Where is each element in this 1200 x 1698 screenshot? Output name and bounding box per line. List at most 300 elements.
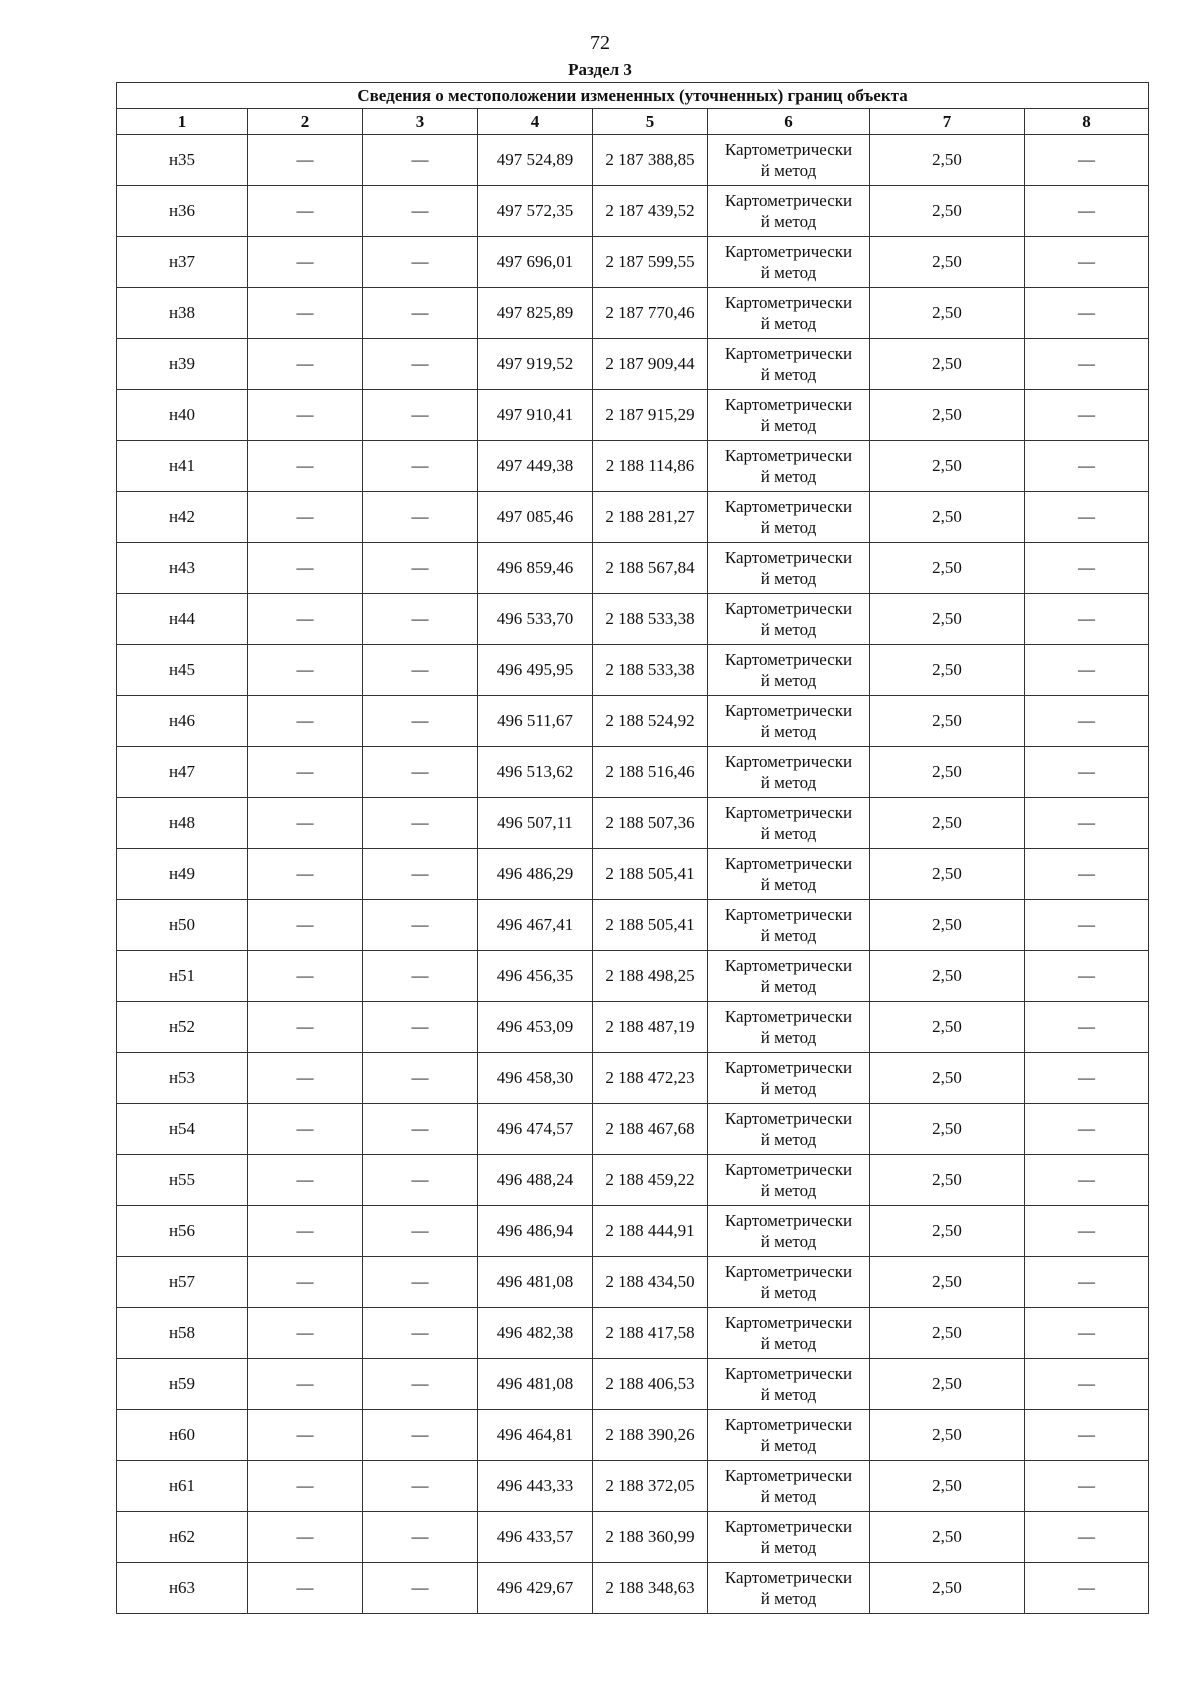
empty-value-cell: — (1025, 288, 1149, 339)
y-coordinate-cell: 2 188 487,19 (593, 1002, 708, 1053)
method-line: Картометрически (724, 1568, 853, 1587)
y-coordinate-cell: 2 188 114,86 (593, 441, 708, 492)
empty-value-cell: — (1025, 186, 1149, 237)
y-coordinate-cell: 2 187 388,85 (593, 135, 708, 186)
y-coordinate-cell: 2 188 417,58 (593, 1308, 708, 1359)
method-line: Картометрически (724, 1058, 853, 1077)
point-name-cell: н37 (117, 237, 248, 288)
y-coordinate-cell: 2 188 281,27 (593, 492, 708, 543)
x-coordinate-cell: 497 696,01 (478, 237, 593, 288)
table-row (117, 747, 1149, 798)
empty-value-cell: — (1025, 1104, 1149, 1155)
accuracy-cell: 2,50 (870, 900, 1025, 951)
method-cell (708, 951, 870, 1002)
table-row (117, 390, 1149, 441)
method-line: Картометрически (724, 548, 853, 567)
empty-value-cell: — (248, 1308, 363, 1359)
empty-value-cell: — (1025, 390, 1149, 441)
empty-value-cell: — (363, 1308, 478, 1359)
method-cell (708, 1206, 870, 1257)
y-coordinate-cell: 2 188 524,92 (593, 696, 708, 747)
empty-value-cell: — (1025, 696, 1149, 747)
method-cell (708, 390, 870, 441)
empty-value-cell: — (1025, 339, 1149, 390)
method-line: Картометрически (724, 803, 853, 822)
table-row (117, 1155, 1149, 1206)
table-row (117, 1053, 1149, 1104)
table-row (117, 1002, 1149, 1053)
method-cell (708, 1053, 870, 1104)
method-line: Картометрически (724, 191, 853, 210)
y-coordinate-cell: 2 188 372,05 (593, 1461, 708, 1512)
empty-value-cell: — (363, 849, 478, 900)
column-number: 6 (708, 109, 870, 135)
x-coordinate-cell: 496 488,24 (478, 1155, 593, 1206)
x-coordinate-cell: 497 085,46 (478, 492, 593, 543)
method-line: й метод (760, 722, 817, 741)
method-line: Картометрически (724, 701, 853, 720)
empty-value-cell: — (248, 492, 363, 543)
point-name-cell: н41 (117, 441, 248, 492)
empty-value-cell: — (1025, 594, 1149, 645)
page-number: 72 (590, 32, 610, 54)
method-cell (708, 1461, 870, 1512)
empty-value-cell: — (1025, 1155, 1149, 1206)
method-cell (708, 696, 870, 747)
method-cell (708, 1002, 870, 1053)
method-cell (708, 543, 870, 594)
column-number: 1 (117, 109, 248, 135)
point-name-cell: н49 (117, 849, 248, 900)
x-coordinate-cell: 497 524,89 (478, 135, 593, 186)
y-coordinate-cell: 2 188 459,22 (593, 1155, 708, 1206)
x-coordinate-cell: 496 443,33 (478, 1461, 593, 1512)
x-coordinate-cell: 497 910,41 (478, 390, 593, 441)
y-coordinate-cell: 2 187 439,52 (593, 186, 708, 237)
empty-value-cell: — (363, 747, 478, 798)
method-line: й метод (760, 1028, 817, 1047)
method-line: й метод (760, 263, 817, 282)
y-coordinate-cell: 2 188 516,46 (593, 747, 708, 798)
empty-value-cell: — (1025, 1512, 1149, 1563)
x-coordinate-cell: 496 486,29 (478, 849, 593, 900)
empty-value-cell: — (363, 1512, 478, 1563)
method-line: Картометрически (724, 395, 853, 414)
point-name-cell: н57 (117, 1257, 248, 1308)
accuracy-cell: 2,50 (870, 1461, 1025, 1512)
x-coordinate-cell: 496 429,67 (478, 1563, 593, 1614)
method-line: й метод (760, 1436, 817, 1455)
method-line: й метод (760, 161, 817, 180)
method-line: й метод (760, 926, 817, 945)
empty-value-cell: — (248, 1257, 363, 1308)
method-line: Картометрически (724, 1415, 853, 1434)
empty-value-cell: — (363, 1410, 478, 1461)
empty-value-cell: — (248, 1206, 363, 1257)
empty-value-cell: — (248, 1359, 363, 1410)
accuracy-cell: 2,50 (870, 747, 1025, 798)
column-number: 2 (248, 109, 363, 135)
point-name-cell: н45 (117, 645, 248, 696)
table-body (117, 135, 1149, 1614)
accuracy-cell: 2,50 (870, 645, 1025, 696)
method-line: й метод (760, 875, 817, 894)
empty-value-cell: — (363, 1155, 478, 1206)
empty-value-cell: — (363, 288, 478, 339)
accuracy-cell: 2,50 (870, 1053, 1025, 1104)
empty-value-cell: — (363, 186, 478, 237)
point-name-cell: н53 (117, 1053, 248, 1104)
empty-value-cell: — (1025, 951, 1149, 1002)
empty-value-cell: — (248, 1512, 363, 1563)
empty-value-cell: — (248, 1155, 363, 1206)
accuracy-cell: 2,50 (870, 1104, 1025, 1155)
table-row (117, 441, 1149, 492)
method-line: й метод (760, 212, 817, 231)
empty-value-cell: — (1025, 1257, 1149, 1308)
method-line: й метод (760, 773, 817, 792)
method-line: й метод (760, 1283, 817, 1302)
y-coordinate-cell: 2 187 770,46 (593, 288, 708, 339)
accuracy-cell: 2,50 (870, 951, 1025, 1002)
y-coordinate-cell: 2 188 348,63 (593, 1563, 708, 1614)
x-coordinate-cell: 496 464,81 (478, 1410, 593, 1461)
y-coordinate-cell: 2 188 472,23 (593, 1053, 708, 1104)
accuracy-cell: 2,50 (870, 798, 1025, 849)
empty-value-cell: — (1025, 1206, 1149, 1257)
method-line: й метод (760, 1385, 817, 1404)
empty-value-cell: — (248, 1053, 363, 1104)
empty-value-cell: — (1025, 1359, 1149, 1410)
point-name-cell: н44 (117, 594, 248, 645)
method-line: й метод (760, 671, 817, 690)
x-coordinate-cell: 496 467,41 (478, 900, 593, 951)
empty-value-cell: — (248, 645, 363, 696)
accuracy-cell: 2,50 (870, 1410, 1025, 1461)
empty-value-cell: — (248, 1002, 363, 1053)
method-line: й метод (760, 1079, 817, 1098)
table-row (117, 288, 1149, 339)
empty-value-cell: — (248, 594, 363, 645)
table-row (117, 1410, 1149, 1461)
y-coordinate-cell: 2 188 467,68 (593, 1104, 708, 1155)
point-name-cell: н56 (117, 1206, 248, 1257)
method-cell (708, 1359, 870, 1410)
accuracy-cell: 2,50 (870, 1563, 1025, 1614)
point-name-cell: н52 (117, 1002, 248, 1053)
empty-value-cell: — (248, 849, 363, 900)
table-row (117, 1512, 1149, 1563)
coordinates-table (116, 82, 1149, 1614)
method-cell (708, 237, 870, 288)
method-line: й метод (760, 620, 817, 639)
empty-value-cell: — (363, 1206, 478, 1257)
empty-value-cell: — (363, 900, 478, 951)
y-coordinate-cell: 2 188 567,84 (593, 543, 708, 594)
method-line: й метод (760, 467, 817, 486)
empty-value-cell: — (1025, 1053, 1149, 1104)
method-line: й метод (760, 1589, 817, 1608)
table-row (117, 849, 1149, 900)
x-coordinate-cell: 496 507,11 (478, 798, 593, 849)
empty-value-cell: — (248, 186, 363, 237)
point-name-cell: н35 (117, 135, 248, 186)
section-title: Раздел 3 (568, 60, 632, 79)
table-row (117, 186, 1149, 237)
method-line: й метод (760, 1538, 817, 1557)
empty-value-cell: — (248, 1410, 363, 1461)
y-coordinate-cell: 2 188 360,99 (593, 1512, 708, 1563)
empty-value-cell: — (363, 492, 478, 543)
empty-value-cell: — (248, 1461, 363, 1512)
accuracy-cell: 2,50 (870, 594, 1025, 645)
method-line: Картометрически (724, 293, 853, 312)
accuracy-cell: 2,50 (870, 186, 1025, 237)
method-cell (708, 798, 870, 849)
method-cell (708, 1512, 870, 1563)
point-name-cell: н62 (117, 1512, 248, 1563)
empty-value-cell: — (363, 135, 478, 186)
method-line: Картометрически (724, 905, 853, 924)
y-coordinate-cell: 2 187 915,29 (593, 390, 708, 441)
y-coordinate-cell: 2 188 507,36 (593, 798, 708, 849)
method-cell (708, 186, 870, 237)
method-line: й метод (760, 518, 817, 537)
x-coordinate-cell: 496 482,38 (478, 1308, 593, 1359)
empty-value-cell: — (1025, 798, 1149, 849)
table-row (117, 1206, 1149, 1257)
x-coordinate-cell: 496 481,08 (478, 1257, 593, 1308)
empty-value-cell: — (248, 237, 363, 288)
empty-value-cell: — (363, 696, 478, 747)
table-row (117, 645, 1149, 696)
x-coordinate-cell: 496 433,57 (478, 1512, 593, 1563)
method-line: Картометрически (724, 1109, 853, 1128)
x-coordinate-cell: 496 481,08 (478, 1359, 593, 1410)
method-line: Картометрически (724, 497, 853, 516)
table-row (117, 1563, 1149, 1614)
empty-value-cell: — (248, 339, 363, 390)
method-line: Картометрически (724, 446, 853, 465)
method-line: й метод (760, 314, 817, 333)
point-name-cell: н43 (117, 543, 248, 594)
table-row (117, 135, 1149, 186)
y-coordinate-cell: 2 188 505,41 (593, 849, 708, 900)
table-row (117, 339, 1149, 390)
empty-value-cell: — (248, 390, 363, 441)
y-coordinate-cell: 2 188 533,38 (593, 594, 708, 645)
table-row (117, 951, 1149, 1002)
table-row (117, 594, 1149, 645)
point-name-cell: н63 (117, 1563, 248, 1614)
method-cell (708, 492, 870, 543)
y-coordinate-cell: 2 187 909,44 (593, 339, 708, 390)
column-number: 5 (593, 109, 708, 135)
y-coordinate-cell: 2 188 434,50 (593, 1257, 708, 1308)
x-coordinate-cell: 496 453,09 (478, 1002, 593, 1053)
empty-value-cell: — (1025, 1308, 1149, 1359)
method-line: Картометрически (724, 599, 853, 618)
empty-value-cell: — (363, 645, 478, 696)
y-coordinate-cell: 2 188 498,25 (593, 951, 708, 1002)
point-name-cell: н46 (117, 696, 248, 747)
method-line: й метод (760, 365, 817, 384)
method-cell (708, 1410, 870, 1461)
accuracy-cell: 2,50 (870, 849, 1025, 900)
point-name-cell: н47 (117, 747, 248, 798)
point-name-cell: н40 (117, 390, 248, 441)
method-line: й метод (760, 1181, 817, 1200)
method-line: Картометрически (724, 854, 853, 873)
method-line: й метод (760, 977, 817, 996)
x-coordinate-cell: 496 511,67 (478, 696, 593, 747)
empty-value-cell: — (1025, 1410, 1149, 1461)
method-cell (708, 1155, 870, 1206)
x-coordinate-cell: 496 533,70 (478, 594, 593, 645)
empty-value-cell: — (1025, 492, 1149, 543)
empty-value-cell: — (1025, 900, 1149, 951)
accuracy-cell: 2,50 (870, 1512, 1025, 1563)
accuracy-cell: 2,50 (870, 492, 1025, 543)
y-coordinate-cell: 2 188 505,41 (593, 900, 708, 951)
empty-value-cell: — (363, 543, 478, 594)
method-line: й метод (760, 1334, 817, 1353)
empty-value-cell: — (248, 798, 363, 849)
column-number: 3 (363, 109, 478, 135)
y-coordinate-cell: 2 188 533,38 (593, 645, 708, 696)
method-cell (708, 339, 870, 390)
empty-value-cell: — (1025, 747, 1149, 798)
x-coordinate-cell: 497 919,52 (478, 339, 593, 390)
point-name-cell: н55 (117, 1155, 248, 1206)
empty-value-cell: — (363, 1104, 478, 1155)
table-row (117, 900, 1149, 951)
x-coordinate-cell: 496 474,57 (478, 1104, 593, 1155)
method-cell (708, 288, 870, 339)
empty-value-cell: — (363, 390, 478, 441)
empty-value-cell: — (363, 1002, 478, 1053)
accuracy-cell: 2,50 (870, 1002, 1025, 1053)
y-coordinate-cell: 2 188 406,53 (593, 1359, 708, 1410)
accuracy-cell: 2,50 (870, 1206, 1025, 1257)
point-name-cell: н38 (117, 288, 248, 339)
empty-value-cell: — (1025, 135, 1149, 186)
table-row (117, 1359, 1149, 1410)
method-line: й метод (760, 1487, 817, 1506)
method-cell (708, 645, 870, 696)
method-line: Картометрически (724, 242, 853, 261)
accuracy-cell: 2,50 (870, 1257, 1025, 1308)
accuracy-cell: 2,50 (870, 339, 1025, 390)
method-cell (708, 135, 870, 186)
method-line: Картометрически (724, 1313, 853, 1332)
x-coordinate-cell: 496 486,94 (478, 1206, 593, 1257)
x-coordinate-cell: 496 456,35 (478, 951, 593, 1002)
method-line: Картометрически (724, 1466, 853, 1485)
method-line: й метод (760, 1130, 817, 1149)
empty-value-cell: — (1025, 645, 1149, 696)
method-cell (708, 1257, 870, 1308)
point-name-cell: н42 (117, 492, 248, 543)
method-line: й метод (760, 824, 817, 843)
table-row (117, 1257, 1149, 1308)
accuracy-cell: 2,50 (870, 288, 1025, 339)
accuracy-cell: 2,50 (870, 390, 1025, 441)
empty-value-cell: — (1025, 849, 1149, 900)
accuracy-cell: 2,50 (870, 237, 1025, 288)
point-name-cell: н59 (117, 1359, 248, 1410)
empty-value-cell: — (363, 339, 478, 390)
empty-value-cell: — (363, 798, 478, 849)
x-coordinate-cell: 497 449,38 (478, 441, 593, 492)
accuracy-cell: 2,50 (870, 1155, 1025, 1206)
accuracy-cell: 2,50 (870, 1359, 1025, 1410)
empty-value-cell: — (248, 1104, 363, 1155)
method-cell (708, 849, 870, 900)
point-name-cell: н60 (117, 1410, 248, 1461)
method-line: Картометрически (724, 1160, 853, 1179)
x-coordinate-cell: 496 495,95 (478, 645, 593, 696)
x-coordinate-cell: 496 458,30 (478, 1053, 593, 1104)
method-line: й метод (760, 1232, 817, 1251)
point-name-cell: н51 (117, 951, 248, 1002)
method-cell (708, 1563, 870, 1614)
table-caption: Сведения о местоположении измененных (уточненных) границ объекта (117, 83, 1149, 109)
point-name-cell: н54 (117, 1104, 248, 1155)
empty-value-cell: — (363, 441, 478, 492)
method-cell (708, 1104, 870, 1155)
empty-value-cell: — (248, 135, 363, 186)
y-coordinate-cell: 2 187 599,55 (593, 237, 708, 288)
empty-value-cell: — (248, 1563, 363, 1614)
table-row (117, 543, 1149, 594)
method-line: й метод (760, 569, 817, 588)
empty-value-cell: — (248, 696, 363, 747)
method-line: й метод (760, 416, 817, 435)
empty-value-cell: — (1025, 543, 1149, 594)
empty-value-cell: — (248, 441, 363, 492)
method-cell (708, 900, 870, 951)
point-name-cell: н36 (117, 186, 248, 237)
column-number: 8 (1025, 109, 1149, 135)
empty-value-cell: — (363, 1257, 478, 1308)
method-line: Картометрически (724, 140, 853, 159)
point-name-cell: н61 (117, 1461, 248, 1512)
method-line: Картометрически (724, 1211, 853, 1230)
empty-value-cell: — (1025, 441, 1149, 492)
column-number: 7 (870, 109, 1025, 135)
empty-value-cell: — (248, 288, 363, 339)
x-coordinate-cell: 496 859,46 (478, 543, 593, 594)
point-name-cell: н50 (117, 900, 248, 951)
accuracy-cell: 2,50 (870, 696, 1025, 747)
method-line: Картометрически (724, 1517, 853, 1536)
method-cell (708, 441, 870, 492)
x-coordinate-cell: 497 572,35 (478, 186, 593, 237)
table-row (117, 237, 1149, 288)
method-line: Картометрически (724, 650, 853, 669)
method-cell (708, 594, 870, 645)
accuracy-cell: 2,50 (870, 135, 1025, 186)
point-name-cell: н48 (117, 798, 248, 849)
column-number-row (117, 109, 1149, 135)
empty-value-cell: — (248, 543, 363, 594)
accuracy-cell: 2,50 (870, 1308, 1025, 1359)
empty-value-cell: — (1025, 237, 1149, 288)
empty-value-cell: — (363, 237, 478, 288)
accuracy-cell: 2,50 (870, 441, 1025, 492)
method-cell (708, 747, 870, 798)
